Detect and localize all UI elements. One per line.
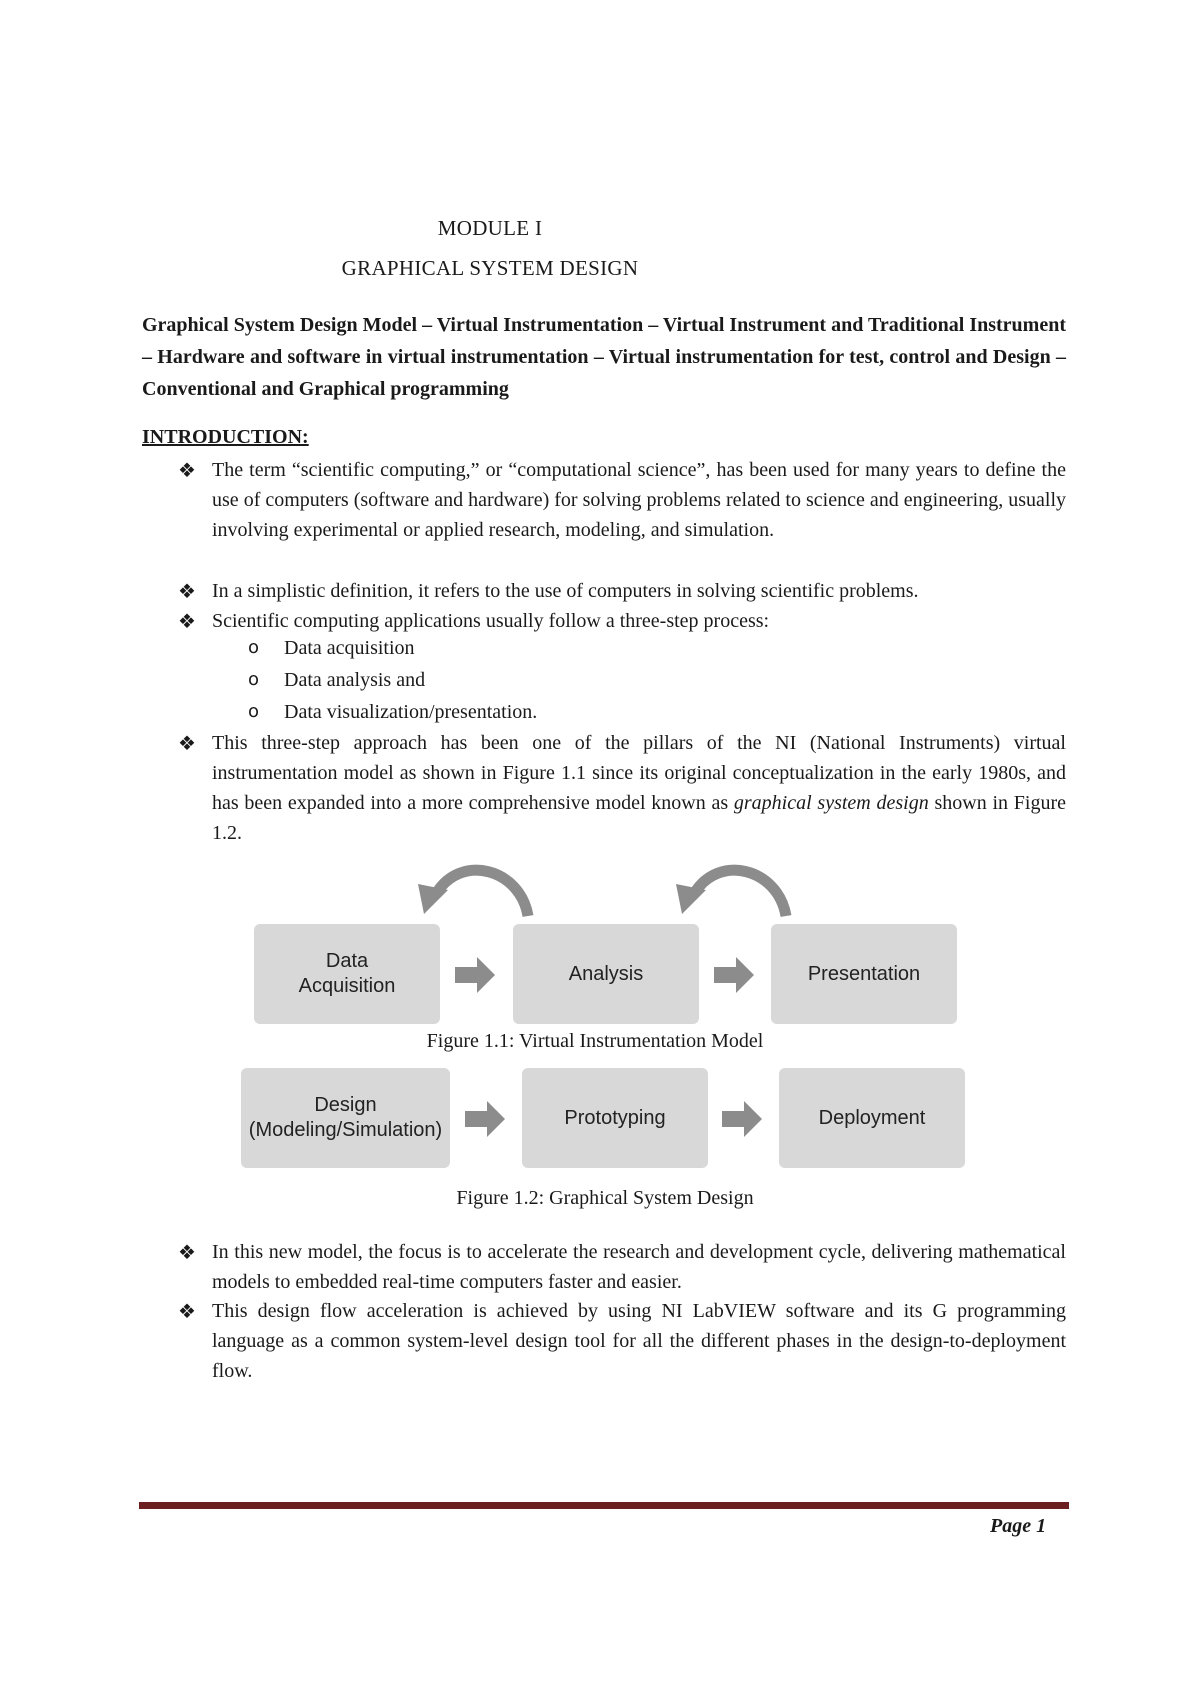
sub-item-text: Data analysis and xyxy=(284,669,426,691)
diamond-bullet-icon: ❖ xyxy=(178,579,196,603)
bullet-text: This three-step approach has been one of the pillars of the NI (National Instruments) virtual instrumentation model as shown in Figure 1.1 since its original conceptualization in the early 1980s, and has been expanded into a more comprehensive model known as xyxy=(212,732,1066,814)
diamond-bullet-icon: ❖ xyxy=(178,731,196,755)
bullet-text: In a simplistic definition, it refers to the use of computers in solving scientific problems. xyxy=(212,580,919,602)
sub-item-text: Data acquisition xyxy=(284,637,415,659)
list-item xyxy=(178,576,1066,606)
list-item xyxy=(178,1237,1066,1297)
right-arrow-icon xyxy=(714,955,754,995)
box-data-acquisition: Data Acquisition xyxy=(254,924,440,1024)
bullet-text-tail: shown in Figure 1.2. xyxy=(212,792,1067,844)
list-item xyxy=(178,1296,1066,1386)
syllabus-topics: Graphical System Design Model – Virtual Instrumentation – Virtual Instrument and Traditional Instrument – Hardware and software in virtual instrumentation – Virtual instrumentation for test, control and Design – Conventional and Graphical programming xyxy=(142,314,1066,400)
right-arrow-icon xyxy=(722,1099,762,1139)
right-arrow-icon xyxy=(455,955,495,995)
box-presentation: Presentation xyxy=(771,924,957,1024)
page-title: GRAPHICAL SYSTEM DESIGN xyxy=(341,256,639,280)
list-item xyxy=(178,455,1066,545)
sub-list-item xyxy=(248,697,538,727)
list-item xyxy=(178,728,1067,848)
sub-list-item xyxy=(248,633,415,663)
figure-caption: Figure 1.1: Virtual Instrumentation Model xyxy=(426,1030,764,1052)
footer-rule xyxy=(139,1502,1069,1509)
box-design: Design (Modeling/Simulation) xyxy=(241,1068,450,1168)
box-analysis: Analysis xyxy=(513,924,699,1024)
right-arrow-icon xyxy=(465,1099,505,1139)
curved-arrow-icon xyxy=(410,858,540,924)
curved-arrow-icon xyxy=(668,858,798,924)
bullet-text: Scientific computing applications usually follow a three-step process: xyxy=(212,610,770,632)
figure-caption: Figure 1.2: Graphical System Design xyxy=(456,1187,754,1209)
section-heading-introduction: INTRODUCTION: xyxy=(142,426,309,448)
page-number: Page 1 xyxy=(990,1515,1047,1537)
bullet-text: This design flow acceleration is achieved by using NI LabVIEW software and its G programming language as a common system-level design tool for all the different phases in the design-to-deployment flow. xyxy=(212,1300,1066,1382)
bullet-text: The term “scientific computing,” or “computational science”, has been used for many years to define the use of computers (software and hardware) for solving problems related to science and engineering, usually involving experimental or applied research, modeling, and simulation. xyxy=(212,459,1066,541)
sub-list-item xyxy=(248,665,426,695)
bullet-emphasis: graphical system design xyxy=(733,792,929,814)
circle-bullet-icon: o xyxy=(248,669,260,690)
box-prototyping: Prototyping xyxy=(522,1068,708,1168)
sub-item-text: Data visualization/presentation. xyxy=(284,701,538,723)
circle-bullet-icon: o xyxy=(248,701,260,722)
circle-bullet-icon: o xyxy=(248,637,260,658)
module-label: MODULE I xyxy=(437,216,543,240)
bullet-text: In this new model, the focus is to accelerate the research and development cycle, delivering mathematical models to embedded real-time computers faster and easier. xyxy=(212,1241,1066,1293)
diamond-bullet-icon: ❖ xyxy=(178,1240,196,1264)
diamond-bullet-icon: ❖ xyxy=(178,609,196,633)
diamond-bullet-icon: ❖ xyxy=(178,458,196,482)
diamond-bullet-icon: ❖ xyxy=(178,1299,196,1323)
list-item xyxy=(178,606,1066,636)
box-deployment: Deployment xyxy=(779,1068,965,1168)
